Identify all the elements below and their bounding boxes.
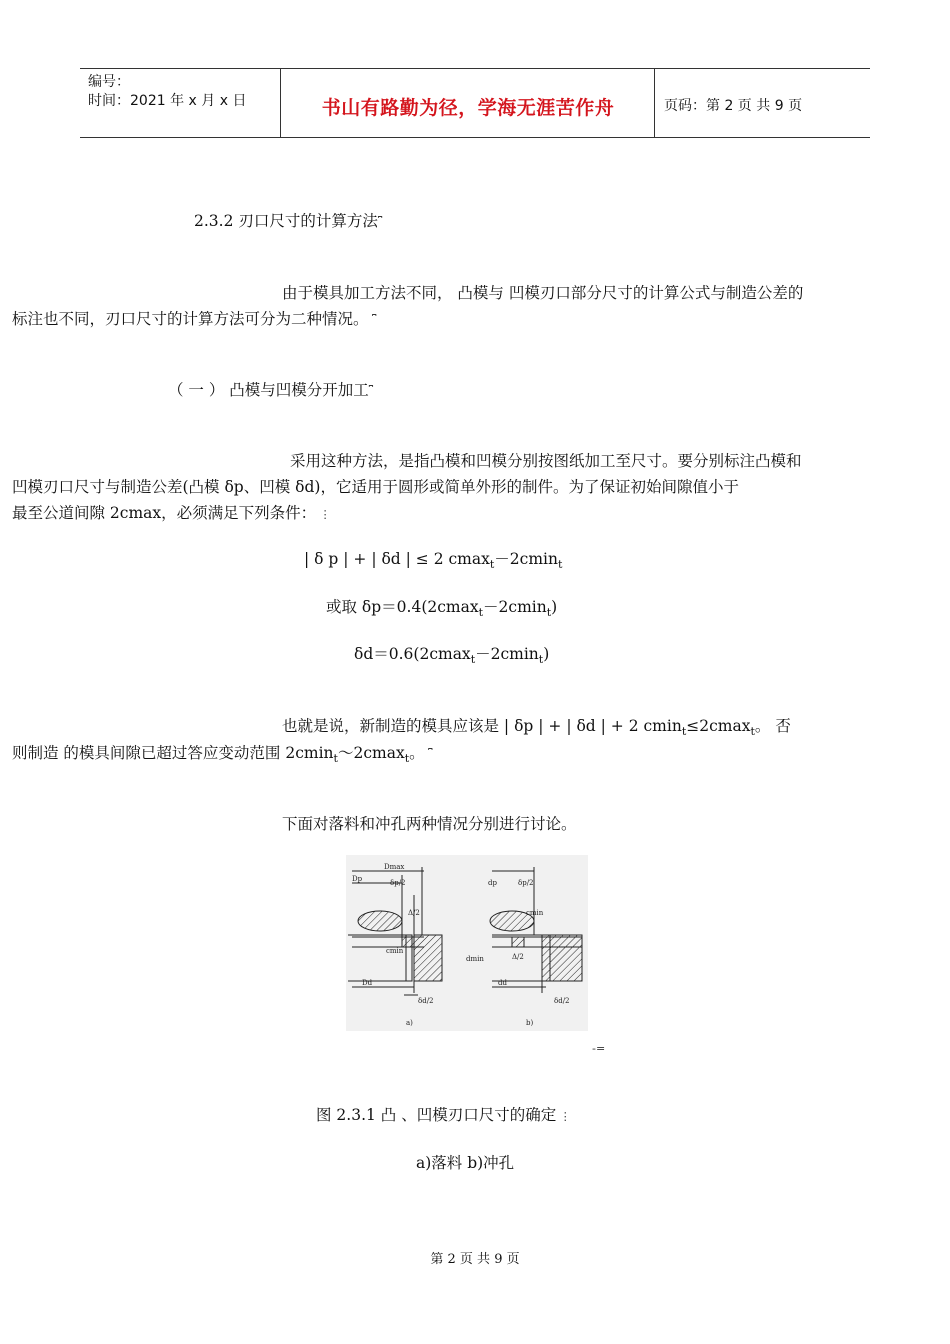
label-dmax: Dmax	[384, 863, 405, 871]
para1-line-2: 凹模刃口尺寸与制造公差(凸模 δp、凹模 δd)，它适用于圆形或简单外形的制件。为了保证初始间隙值小于	[12, 478, 739, 496]
label-dp-b: dp	[488, 879, 497, 887]
formula-1: | δ p | + | δd | ≤ 2 cmax$_t$－2cmin$_t$	[304, 550, 563, 572]
figure-caption: 图 2.3.1 凸 、凹模刃口尺寸的确定 ⋮	[316, 1106, 571, 1124]
label-a: a)	[406, 1019, 413, 1027]
label-delta-p: δp/2	[390, 879, 406, 887]
para2-line-1: 也就是说，新制造的模具应该是 | δp | + | δd | + 2 cmin$_t$≤2cmax$_t$。 否	[282, 717, 791, 739]
formula-3: δd＝0.6(2cmax$_t$－2cmin$_t$)	[354, 645, 550, 667]
time-line: 时间：2021 年 x 月 x 日	[88, 93, 247, 109]
intro-line-2: 标注也不同，刃口尺寸的计算方法可分为二种情况。 ⎴	[12, 310, 377, 328]
header-motto: 书山有路勤为径，学海无涯苦作舟	[321, 97, 615, 119]
figure-subcaption: a)落料 b)冲孔	[416, 1154, 515, 1172]
intro-line-1: 由于模具加工方法不同， 凸模与 凹模刃口部分尺寸的计算公式与制造公差的	[282, 284, 804, 302]
figure-b	[490, 867, 582, 993]
label-clearance: Δ/2	[408, 909, 420, 917]
subheading: （ 一 ） 凸模与凹模分开加工⎴	[168, 381, 374, 399]
label-delta-d-b: δd/2	[554, 997, 570, 1005]
label-delta-d: δd/2	[418, 997, 434, 1005]
para1-line-1: 采用这种方法，是指凸模和凹模分别按图纸加工至尺寸。要分别标注凸模和	[290, 452, 802, 470]
label-dmin-b: dmin	[466, 955, 484, 963]
section-heading: 2.3.2 刃口尺寸的计算方法⎴	[194, 212, 383, 230]
formula-2: 或取 δp＝0.4(2cmax$_t$－2cmin$_t$)	[326, 598, 558, 620]
label-dd: Dd	[362, 979, 373, 987]
page-header	[80, 68, 870, 138]
label-dp: Dp	[352, 875, 363, 883]
paragraph-mark: -=	[592, 1042, 606, 1055]
header-divider	[280, 69, 281, 137]
header-divider	[654, 69, 655, 137]
label-delta-p-b: δp/2	[518, 879, 534, 887]
para3: 下面对落料和冲孔两种情况分别进行讨论。	[282, 815, 577, 833]
label-cmin: cmin	[386, 947, 404, 955]
label-b: b)	[526, 1019, 534, 1027]
page-footer: 第 2 页 共 9 页	[430, 1252, 520, 1267]
para2-line-2: 则制造 的模具间隙已超过答应变动范围 2cmin$_t$～2cmax$_t$。 ⎴	[12, 744, 433, 766]
label-dd-b: dd	[498, 979, 507, 987]
die-dimension-figure	[346, 855, 588, 1031]
label-clearance-b: Δ/2	[512, 953, 524, 961]
figure-drawing	[346, 855, 588, 1031]
para1-line-3: 最至公道间隙 2cmax，必须满足下列条件： ⋮	[12, 504, 331, 522]
label-cmin-b: cmin	[526, 909, 544, 917]
header-page-info: 页码：第 2 页 共 9 页	[664, 98, 803, 114]
number-label: 编号：	[88, 74, 130, 90]
header-meta	[88, 73, 246, 111]
